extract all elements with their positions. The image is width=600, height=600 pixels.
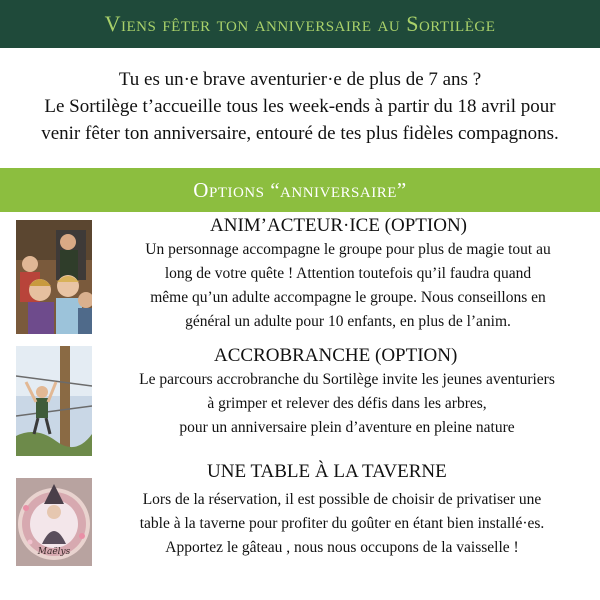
section-line: Apportez le gâteau , nous nous occupons de la vaisselle ! (165, 539, 519, 556)
section-title: ANIM’ACTEUR·ICE (OPTION) (210, 215, 467, 236)
section-line: table à la taverne pour profiter du goûter en étant bien installé·es. (139, 515, 545, 532)
section-animacteur (0, 214, 600, 334)
intro-text (0, 66, 600, 147)
header-banner (0, 0, 600, 48)
intro-line: Tu es un·e brave aventurier·e de plus de 7 ans ? (118, 69, 482, 90)
section-title: ACCROBRANCHE (OPTION) (214, 345, 458, 366)
options-banner (0, 168, 600, 212)
section-line: à grimper et relever des défis dans les arbres, (207, 395, 487, 412)
intro-line: venir fêter ton anniversaire, entouré de tes plus fidèles compagnons. (41, 123, 559, 144)
section-line: Un personnage accompagne le groupe pour plus de magie tout au (145, 241, 551, 258)
header-title: Viens fêter ton anniversaire au Sortilège (104, 11, 496, 36)
section-accrobranche (0, 344, 600, 440)
section-line: général un adulte pour 10 enfants, en plus de l’anim. (185, 313, 511, 330)
section-line: même qu’un adulte accompagne le groupe. Nous conseillons en (150, 289, 546, 306)
section-body (0, 488, 600, 560)
section-taverne (0, 460, 600, 560)
section-line: Lors de la réservation, il est possible de choisir de privatiser une (142, 491, 542, 508)
section-title: UNE TABLE À LA TAVERNE (207, 461, 447, 482)
options-title: Options “anniversaire” (193, 177, 407, 202)
section-line: Le parcours accrobranche du Sortilège invite les jeunes aventuriers (139, 371, 555, 388)
cake-name: Maëlys (37, 547, 71, 557)
intro-line: Le Sortilège t’accueille tous les week-ends à partir du 18 avril pour (44, 96, 556, 117)
section-body (0, 368, 600, 440)
section-line: pour un anniversaire plein d’aventure en pleine nature (179, 419, 515, 436)
section-line: long de votre quête ! Attention toutefois qu’il faudra quand (164, 265, 532, 282)
section-body (0, 238, 600, 334)
